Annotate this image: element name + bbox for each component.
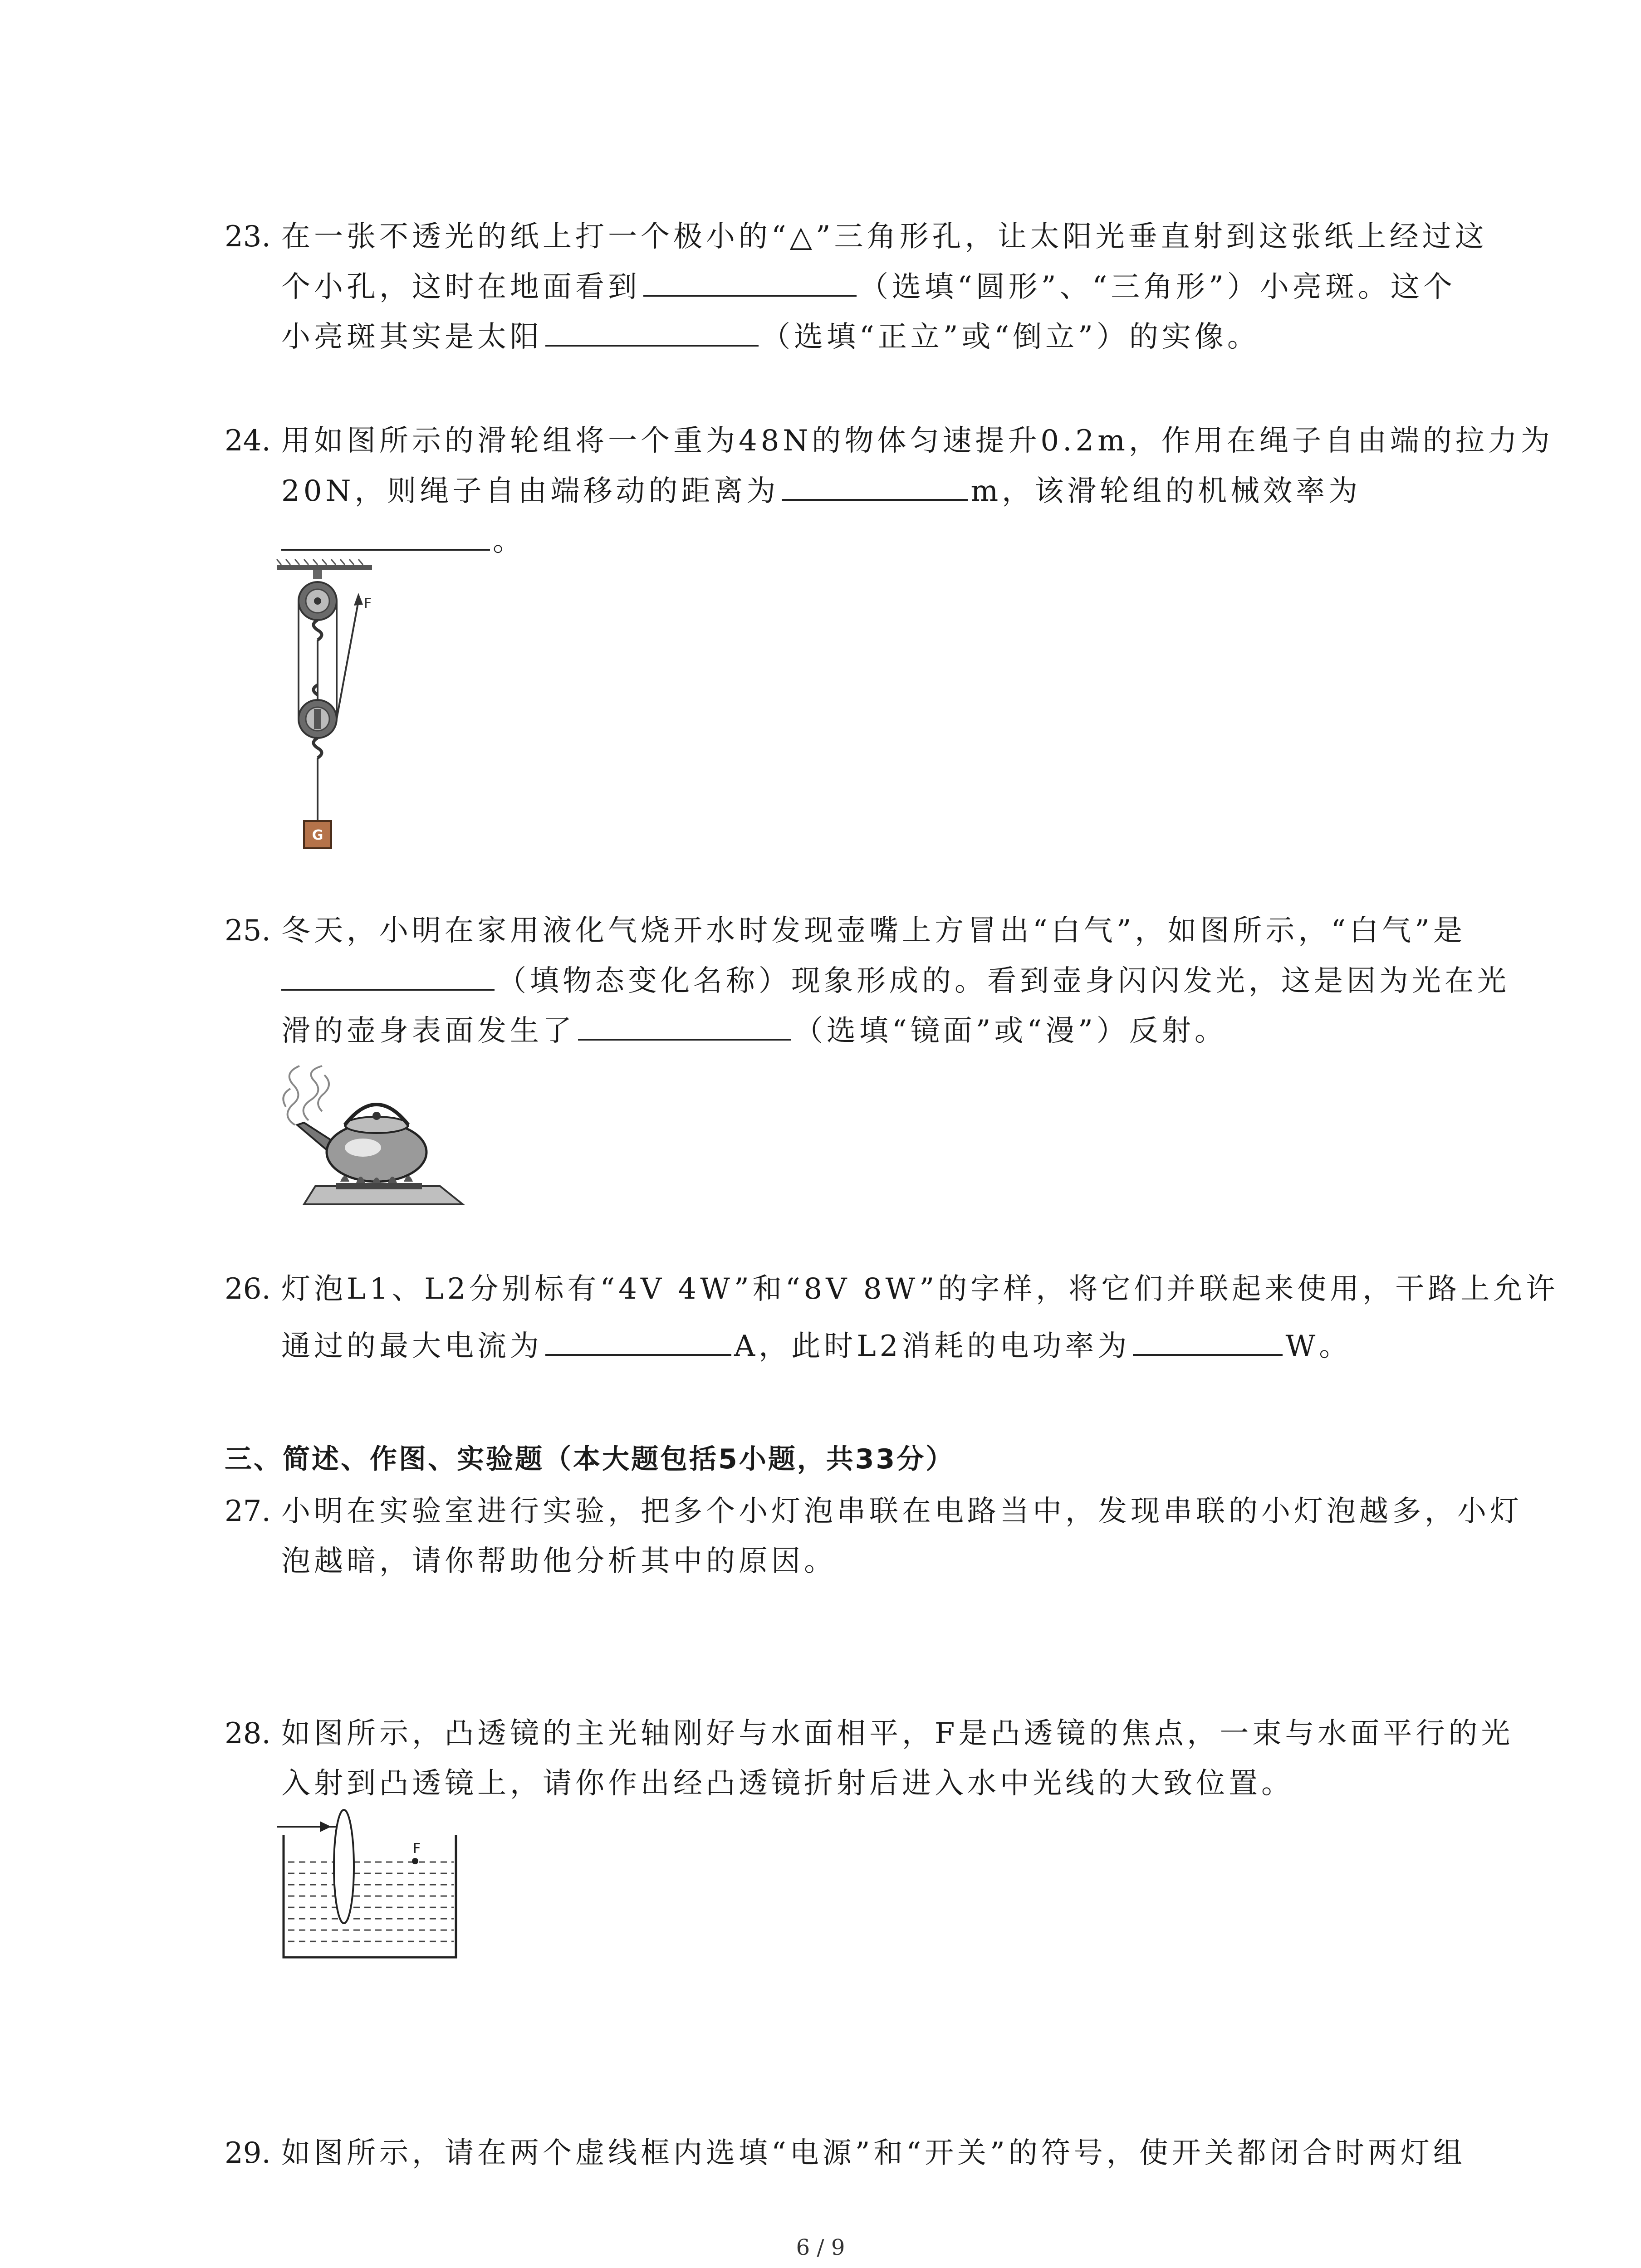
q23-line2-text-b: （选填“圆形”、“三角形”）小亮斑。这个 <box>859 270 1456 304</box>
pulley-figure <box>277 565 386 855</box>
movable-pulley-hook <box>314 738 322 758</box>
q27-line1: 小明在实验室进行实验，把多个小灯泡串联在电路当中，发现串联的小灯泡越多，小灯 <box>281 1495 1523 1528</box>
q25-number: 25. <box>225 914 271 948</box>
q27-line2: 泡越暗，请你帮助他分析其中的原因。 <box>281 1545 837 1578</box>
q24-blank-2[interactable] <box>281 522 490 551</box>
q23-blank-1[interactable] <box>643 268 857 297</box>
q23-number: 23. <box>225 220 271 254</box>
q24-line3 <box>281 522 525 560</box>
q29-line1: 如图所示，请在两个虚线框内选填“电源”和“开关”的符号，使开关都闭合时两灯组 <box>281 2136 1466 2170</box>
q28-line2: 入射到凸透镜上，请你作出经凸透镜折射后进入水中光线的大致位置。 <box>281 1767 1294 1800</box>
q25-line3-text-a: 滑的壶身表面发生了 <box>281 1014 575 1048</box>
q26-line2-text-b: A，此时L2消耗的电功率为 <box>734 1330 1131 1363</box>
q29-number: 29. <box>225 2136 271 2170</box>
q26-line2-text-a: 通过的最大电流为 <box>281 1330 543 1363</box>
q26-line1: 灯泡L1、L2分别标有“4V 4W”和“8V 8W”的字样，将它们并联起来使用，干路上允许 <box>281 1272 1559 1306</box>
q23-line2 <box>281 268 1456 306</box>
q24-line1: 用如图所示的滑轮组将一个重为48N的物体匀速提升0.2m，作用在绳子自由端的拉力为 <box>281 424 1553 458</box>
focus-label: F <box>413 1841 421 1857</box>
q25-blank-2[interactable] <box>578 1012 791 1041</box>
lens-water-figure <box>277 1808 467 1962</box>
q26-line2 <box>281 1327 1352 1365</box>
q25-line3-text-b: （选填“镜面”或“漫”）反射。 <box>794 1014 1227 1048</box>
q24-line3-text-b: 。 <box>493 524 525 558</box>
q23-line3 <box>281 318 1260 356</box>
q28-number: 28. <box>225 1717 271 1750</box>
q25-blank-1[interactable] <box>281 962 495 991</box>
kettle-highlight <box>345 1139 381 1157</box>
fixed-pulley-mount <box>313 570 322 579</box>
focus-point <box>412 1858 418 1864</box>
q24-blank-1[interactable] <box>782 472 968 501</box>
force-label: F <box>364 596 372 611</box>
q25-line3 <box>281 1012 1227 1050</box>
q23-line1: 在一张不透光的纸上打一个极小的“△”三角形孔，让太阳光垂直射到这张纸上经过这 <box>281 220 1488 254</box>
incident-ray-arrow <box>320 1821 331 1832</box>
section-3-title: 三、简述、作图、实验题（本大题包括5小题，共33分） <box>225 1443 955 1475</box>
q26-number: 26. <box>225 1272 271 1306</box>
q23-blank-2[interactable] <box>545 318 759 347</box>
q27-number: 27. <box>225 1495 271 1528</box>
q25-line2 <box>281 962 1510 1000</box>
q26-blank-2[interactable] <box>1133 1327 1283 1356</box>
q25-line1: 冬天，小明在家用液化气烧开水时发现壶嘴上方冒出“白气”，如图所示，“白气”是 <box>281 914 1466 948</box>
q26-line2-text-c: W。 <box>1285 1330 1352 1363</box>
rope-free-end <box>337 601 358 719</box>
q28-line1: 如图所示，凸透镜的主光轴刚好与水面相平，F是凸透镜的焦点，一束与水面平行的光 <box>281 1717 1514 1750</box>
q24-number: 24. <box>225 424 271 458</box>
kettle-figure <box>277 1057 467 1207</box>
convex-lens <box>334 1810 354 1923</box>
q23-line2-text-a: 个小孔，这时在地面看到 <box>281 270 641 304</box>
q23-line3-text-a: 小亮斑其实是太阳 <box>281 320 543 354</box>
force-arrow-head <box>354 593 363 606</box>
page-number: 6 / 9 <box>796 2235 845 2260</box>
q25-line2-text-b: （填物态变化名称）现象形成的。看到壶身闪闪发光，这是因为光在光 <box>497 964 1510 998</box>
q24-line2-text-a: 20N，则绳子自由端移动的距离为 <box>281 474 779 508</box>
block-label: G <box>312 827 323 843</box>
q23-line3-text-b: （选填“正立”或“倒立”）的实像。 <box>761 320 1260 354</box>
steam <box>283 1066 329 1125</box>
ceiling-bar <box>277 565 372 570</box>
fixed-pulley-hook <box>314 620 322 640</box>
q24-line2 <box>281 472 1361 510</box>
q26-blank-1[interactable] <box>545 1327 731 1356</box>
q24-line2-text-b: m，该滑轮组的机械效率为 <box>970 474 1362 508</box>
